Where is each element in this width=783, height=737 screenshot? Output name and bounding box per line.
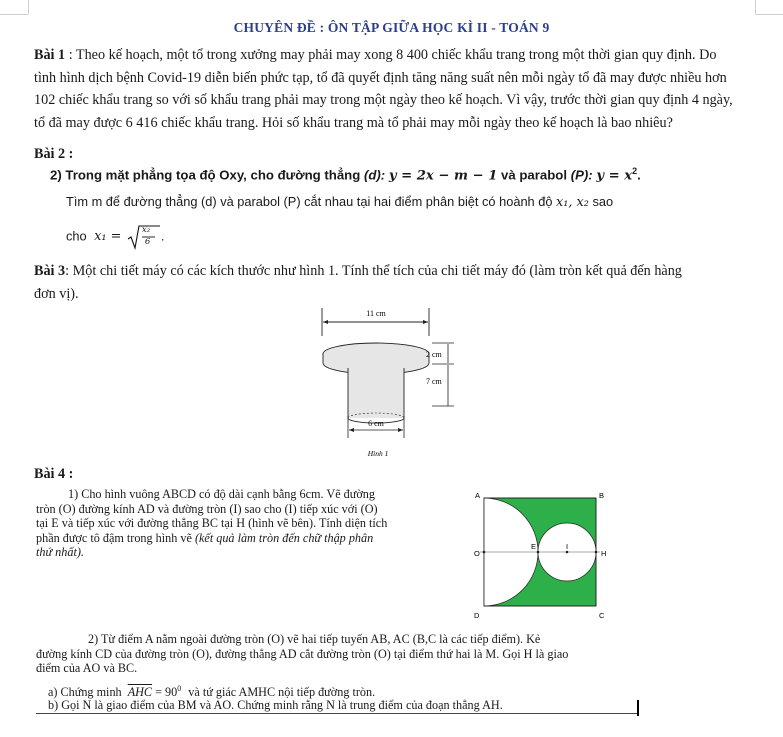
sqrt-fraction — [127, 224, 161, 250]
bai2-label: Bài 2 : — [34, 146, 74, 162]
point-A-label: A — [475, 491, 481, 500]
bai2-line-name: (d): — [363, 167, 386, 183]
bai1-block — [34, 44, 779, 134]
page-corner-mark-left-v — [28, 0, 29, 14]
bai3-block — [34, 260, 779, 305]
pa-eq: = 90 — [155, 685, 178, 700]
bai2-condition — [66, 224, 164, 250]
bai4-p2-line3: điểm của AO và BC. — [36, 661, 138, 675]
bai3-line — [34, 260, 779, 283]
point-O-label: O — [474, 549, 480, 558]
pa-suffix: và tứ giác AMHC nội tiếp đường tròn. — [188, 685, 376, 700]
bai2-parab-eq: y = x — [596, 168, 633, 184]
bai1-label: Bài 1 — [34, 47, 66, 63]
bai2-q-prefix: 2) Trong mặt phẳng tọa độ Oxy, cho đường thẳng — [50, 167, 361, 183]
bai4-part-a — [48, 682, 375, 700]
figure-1-caption: Hình 1 — [367, 449, 389, 458]
bai4-p1-line5: thứ nhất). — [36, 545, 84, 559]
bai2-line2-text: Tìm m để đường thẳng (d) và parabol (P) cắt nhau tại hai điểm phân biệt có hoành độ — [66, 194, 553, 209]
bottom-rule — [36, 713, 638, 714]
dim-2cm-label: 2 cm — [426, 350, 442, 359]
bai4-label: Bài 4 : — [34, 466, 74, 482]
frac-numerator: x₂ — [141, 225, 151, 235]
bai3-text-1: : Một chi tiết máy có các kích thước như hình 1. Tính thể tích của chi tiết máy đó (làm tròn kết quả đến hàng — [65, 263, 682, 279]
bai4-p1-line4 — [36, 531, 466, 546]
bai3-label: Bài 3 — [34, 263, 66, 279]
bai2-end: . — [160, 228, 165, 244]
document-title: CHUYÊN ĐỀ : ÔN TẬP GIỮA HỌC KÌ II - TOÁN 9 — [233, 20, 550, 35]
point-B-label: B — [599, 491, 605, 500]
bai4-part1 — [36, 487, 466, 560]
figure-machine-part — [312, 302, 472, 460]
text-cursor — [637, 700, 639, 716]
bai2-parab-exp: 2 — [632, 166, 638, 176]
bai4-p2-line1: 2) Từ điểm A nằm ngoài đường tròn (O) vẽ hai tiếp tuyến AB, AC (B,C là các tiếp điểm). Kẻ — [88, 632, 541, 646]
page-corner-mark-right-v — [755, 0, 756, 14]
dim-6cm-label: 6 cm — [368, 419, 384, 428]
bai1-text-3: 102 chiếc khẩu trang so với số khẩu trang phải may trong một ngày theo kế hoạch. Vì vậy, trước thời gian quy định 4 ngày, — [34, 92, 733, 108]
bai1-text-2: tình hình dịch bệnh Covid-19 diễn biến phức tạp, tổ đã quyết định tăng năng suất nên mỗi ngày tổ đã may được nhiều hơn — [34, 69, 727, 86]
bai4-part-b: b) Gọi N là giao điểm của BM và AO. Chứng minh rằng N là trung điểm của đoạn thẳng AH. — [48, 698, 503, 712]
pa-prefix: a) Chứng minh — [48, 685, 122, 700]
bai2-question-line2 — [66, 194, 613, 210]
bai2-line-eq: y = 2x − m − 1 — [388, 168, 498, 184]
bai2-period: . — [637, 167, 641, 183]
bai4-p1-line2: tròn (O) đường kính AD và đường tròn (I) sao cho (I) tiếp xúc với (O) — [36, 501, 378, 516]
page-corner-mark-right — [755, 14, 783, 15]
bai4-p1-line1: 1) Cho hình vuông ABCD có độ dài cạnh bằng 6cm. Vẽ đường — [68, 487, 375, 501]
bai1-line — [34, 44, 779, 67]
bai4-p1-l4a: phần được tô đậm trong hình vẽ — [36, 530, 192, 545]
pa-deg: 0 — [177, 684, 182, 693]
bai2-x1x2: x₁, x₂ — [556, 195, 589, 210]
point-I-label: I — [566, 542, 569, 551]
pa-angle: $\overline{AHC}$ — [127, 685, 153, 700]
bai1-text-4: tổ đã may được 6 416 chiếc khẩu trang. Hỏi số khẩu trang mà tổ phải may mỗi ngày theo kế hoạch là bao nhiêu? — [34, 114, 673, 131]
bai4-part2 — [36, 632, 756, 676]
dim-7cm-label: 7 cm — [426, 377, 442, 386]
point-H-label: H — [601, 549, 607, 558]
bai2-question-line1 — [50, 166, 641, 183]
point-D-label: D — [474, 611, 480, 620]
point-E-label: E — [531, 542, 537, 551]
bai4-p1-line3: tại E và tiếp xúc với đường thẳng BC tại H (hình vẽ bên). Tính diện tích — [36, 516, 388, 530]
bai3-text-2: đơn vị). — [34, 285, 79, 302]
frac-denominator: 6 — [144, 237, 151, 247]
bai2-cho: cho — [66, 228, 87, 244]
bai1-text-1: : Theo kế hoạch, một tổ trong xưởng may phải may xong 8 400 chiếc khẩu trang trong một thời gian quy định. Do — [68, 47, 717, 63]
bai4-p1-l4b: (kết quả làm tròn đến chữ thập phân — [194, 530, 374, 545]
bai2-parab-name: (P): — [570, 167, 593, 183]
bai2-sao: sao — [592, 194, 614, 209]
bai4-p2-line2: đường kính CD của đường tròn (O), đường thẳng AD cắt đường tròn (O) tại điểm thứ hai là M. Gọi H là giao — [36, 646, 569, 661]
page-corner-mark-left — [0, 14, 28, 15]
figure-square-circles — [466, 486, 626, 624]
dim-11cm-label: 11 cm — [366, 309, 386, 318]
point-C-label: C — [599, 611, 605, 620]
bai2-x1eq: x₁ = — [94, 229, 122, 245]
bai2-and: và parabol — [501, 167, 568, 183]
